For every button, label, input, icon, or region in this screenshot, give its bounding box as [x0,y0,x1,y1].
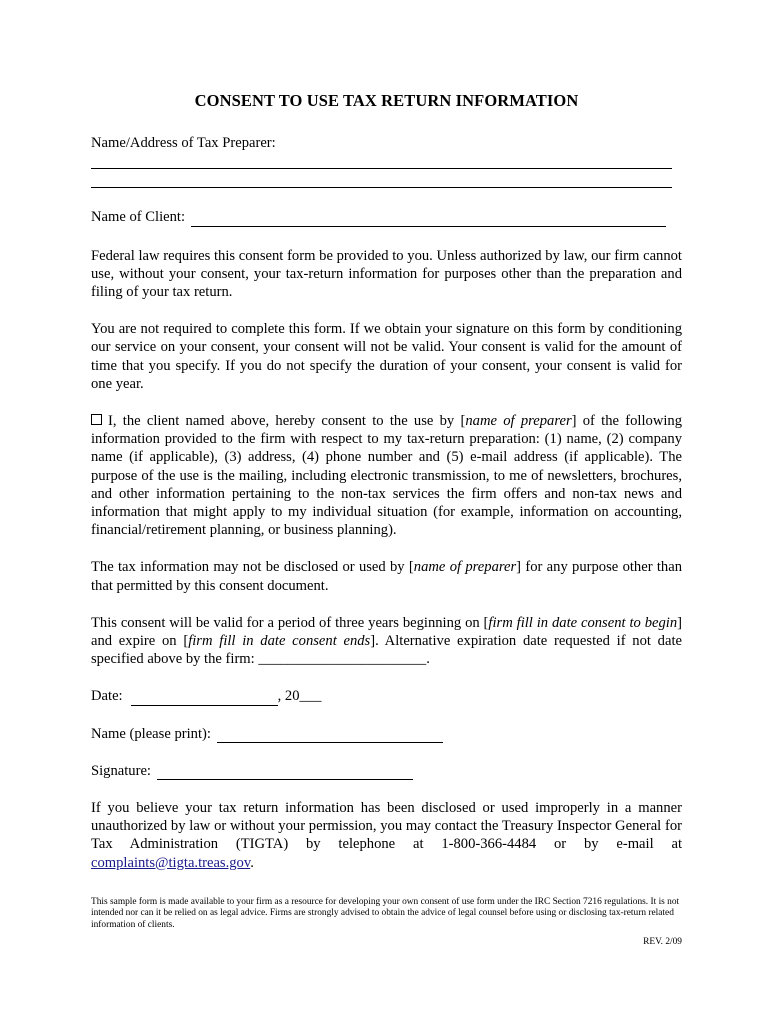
para-tigta [91,799,682,872]
para-validity [91,614,682,669]
validity-text-begin: firm fill in date consent to begin [488,614,678,631]
date-field [91,687,682,705]
consent-text-a: I, the client named above, hereby consent to the use by [ [108,413,466,430]
client-label: Name of Client: [91,209,186,226]
para-federal-law: Federal law requires this consent form be provided to you. Unless authorized by law, our firm cannot use, without your consent, your tax-return information for purposes other than the preparation and filing of your tax return. [91,247,682,301]
signature-line[interactable] [157,765,413,780]
signature-label: Signature: [91,762,151,779]
para-not-required: You are not required to complete this form. If we obtain your signature on this form by conditioning our service on your consent, your consent will not be valid. Your consent is valid for the amount of time that you specify. If you do not specify the duration of your consent, your consent is valid for one year. [91,321,682,392]
preparer-label: Name/Address of Tax Preparer: [91,135,276,152]
date-line[interactable] [131,691,278,706]
validity-text-ends: firm fill in date consent ends [188,633,371,650]
preparer-line-1[interactable] [91,154,672,169]
date-label: Date: [91,688,123,705]
tigta-text-a: If you believe your tax return information has been disclosed or used improperly in a manner unauthorized by law or without your permission, you may contact the Treasury Inspector General for Tax Administration (TIGTA) by telephone at 1-800-366-4484 or by e-mail at [91,800,682,853]
consent-text-preparer: name of preparer [465,413,572,430]
para-disclosure [91,558,682,594]
preparer-line-2[interactable] [91,173,672,188]
client-field [91,208,682,226]
disclosure-text-c: ] for any purpose other than that permitted by this consent document. [91,559,682,594]
client-line[interactable] [191,212,666,227]
page-title: CONSENT TO USE TAX RETURN INFORMATION [194,91,579,110]
signature-field [91,762,682,780]
name-label: Name (please print): [91,725,211,742]
date-year: , 20___ [277,688,322,705]
footnote: This sample form is made available to your firm as a resource for developing your own consent of use form under the IRC Section 7216 regulations. It is not intended nor can it be relied on as legal advice. Firms are strongly advised to obtain the advice of legal counsel before using or disclosing tax-return related information of clients. [91,896,680,930]
name-field [91,725,682,743]
revision-label: REV. 2/09 [643,937,682,948]
validity-text-a: This consent will be valid for a period of three years beginning on [ [91,614,489,631]
validity-text-e: ]. Alternative expiration date requested if not date specified above by the firm: _______________________. [91,633,682,668]
validity-text-c: ] and expire on [ [91,614,682,650]
consent-text-c: ] of the following information provided to the firm with respect to my tax-return preparation: (1) name, (2) company name (if applicable), (3) address, (4) phone number and (5) e-mail address (if applicable). The purpose of the use is the mailing, including electronic transmission, to me of newsletters, brochures, and other information pertaining to the non-tax services the firm offers and non-tax news and information that might apply to my individual situation (for example, information on accounting, financial/retirement planning, or business planning). [91,413,683,539]
consent-checkbox[interactable] [91,414,102,425]
tigta-email-link[interactable]: complaints@tigta.treas.gov [91,854,251,871]
para-consent-statement [91,412,682,539]
tigta-text-b: . [250,854,254,871]
disclosure-text-preparer: name of preparer [413,559,517,576]
disclosure-text-a: The tax information may not be disclosed or used by [ [91,559,414,576]
name-line[interactable] [217,728,443,743]
